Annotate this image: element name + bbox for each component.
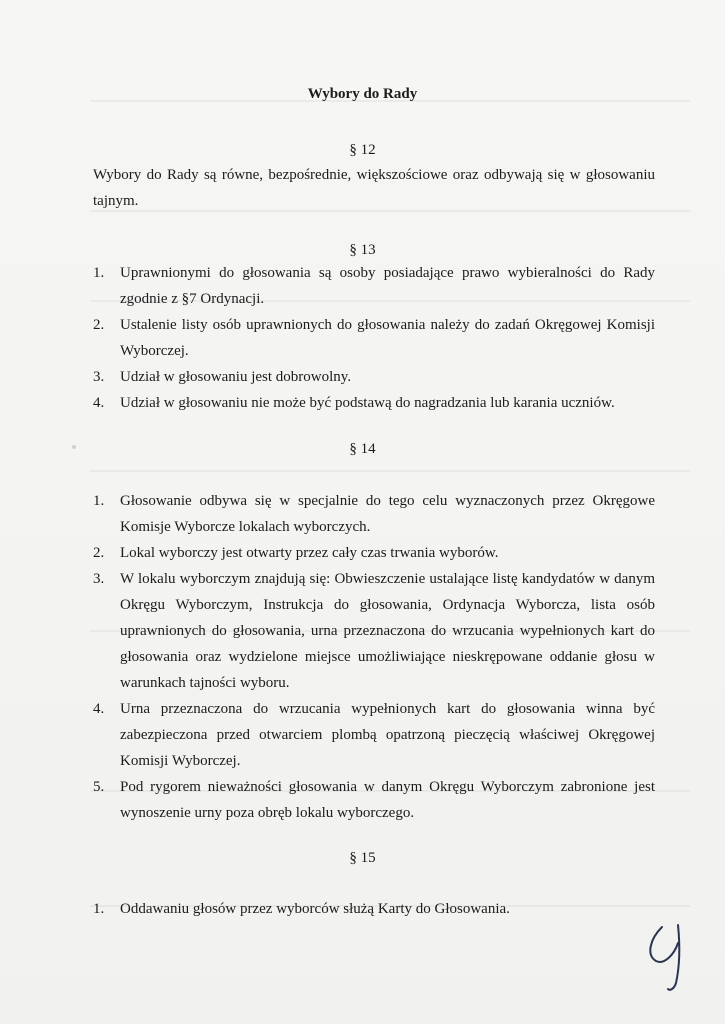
list-item bbox=[93, 390, 655, 416]
item-number: 5. bbox=[93, 779, 105, 795]
item-text: Udział w głosowaniu jest dobrowolny. bbox=[120, 369, 352, 385]
handwritten-page-number bbox=[640, 905, 700, 995]
item-number: 2. bbox=[93, 317, 105, 333]
list-item bbox=[93, 540, 655, 566]
item-text: Udział w głosowaniu nie może być podstawą do nagradzania lub karania uczniów. bbox=[120, 395, 615, 411]
item-number: 1. bbox=[93, 265, 105, 281]
item-text: Uprawnionymi do głosowania są osoby posiadające prawo wybieralności do Rady zgodnie z §7 Ordynacji. bbox=[120, 265, 655, 307]
section-mark-14: § 14 bbox=[349, 441, 376, 457]
list-item bbox=[93, 488, 655, 540]
section-12-text: Wybory do Rady są równe, bezpośrednie, większościowe oraz odbywają się w głosowaniu tajnym. bbox=[93, 167, 655, 209]
section-14-list bbox=[93, 488, 655, 826]
list-item bbox=[93, 260, 655, 312]
item-text: Ustalenie listy osób uprawnionych do głosowania należy do zadań Okręgowej Komisji Wyborczej. bbox=[120, 317, 655, 359]
list-item bbox=[93, 566, 655, 696]
show-through-line bbox=[90, 470, 690, 472]
section-mark-13: § 13 bbox=[349, 242, 376, 258]
list-item bbox=[93, 364, 655, 390]
item-number: 4. bbox=[93, 701, 105, 717]
list-item bbox=[93, 896, 655, 922]
document-heading: Wybory do Rady bbox=[307, 86, 418, 102]
section-13-list bbox=[93, 260, 655, 416]
section-mark-12: § 12 bbox=[349, 142, 376, 158]
list-item bbox=[93, 774, 655, 826]
item-number: 3. bbox=[93, 571, 105, 587]
list-item bbox=[93, 312, 655, 364]
item-text: Oddawaniu głosów przez wyborców służą Karty do Głosowania. bbox=[120, 901, 510, 917]
item-number: 1. bbox=[93, 901, 105, 917]
item-text: Głosowanie odbywa się w specjalnie do tego celu wyznaczonych przez Okręgowe Komisje Wyborcze lokalach wyborczych. bbox=[120, 493, 655, 535]
item-number: 2. bbox=[93, 545, 105, 561]
item-number: 3. bbox=[93, 369, 105, 385]
item-text: Lokal wyborczy jest otwarty przez cały czas trwania wyborów. bbox=[120, 545, 499, 561]
item-number: 4. bbox=[93, 395, 105, 411]
section-15-list bbox=[93, 896, 655, 922]
list-item bbox=[93, 696, 655, 774]
item-text: W lokalu wyborczym znajdują się: Obwieszczenie ustalające listę kandydatów w danym Okręgu Wyborczym, Instrukcja do głosowania, Ordynacja Wyborcza, lista osób uprawnionych do głosowania, urna przeznaczona do wrzucania wypełnionych kart do głosowania oraz wydzielone miejsce umożliwiające nieskrępowane oddanie głosu w warunkach tajności wyboru. bbox=[120, 571, 655, 691]
item-number: 1. bbox=[93, 493, 105, 509]
section-mark-15: § 15 bbox=[349, 850, 376, 866]
item-text: Pod rygorem nieważności głosowania w danym Okręgu Wyborczym zabronione jest wynoszenie urny poza obręb lokalu wyborczego. bbox=[120, 779, 655, 821]
signature-stroke bbox=[650, 925, 679, 990]
item-text: Urna przeznaczona do wrzucania wypełnionych kart do głosowania winna być zabezpieczona przed otwarciem plombą opatrzoną pieczęcią właściwej Okręgowej Komisji Wyborczej. bbox=[120, 701, 655, 769]
